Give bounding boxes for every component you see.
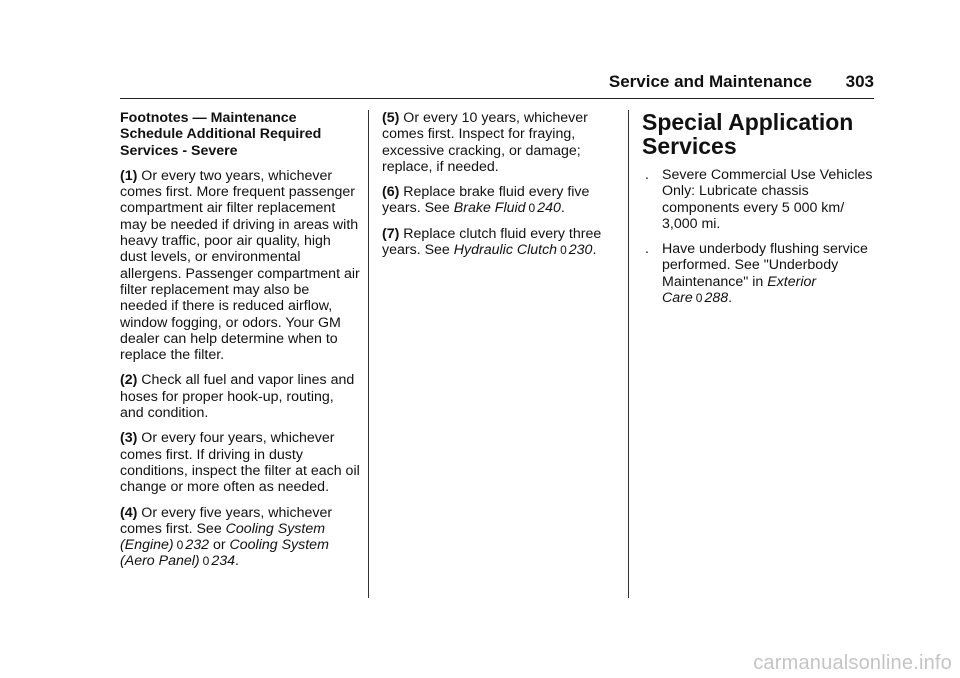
footnote-number: (4)	[120, 504, 138, 521]
footnote-text: Replace clutch fluid every three years. See	[382, 225, 602, 259]
bullet-icon: .	[645, 241, 649, 258]
footnote-number: (6)	[382, 184, 400, 201]
page-number: 303	[845, 72, 874, 91]
column-divider	[628, 110, 629, 598]
cross-reference-link[interactable]: Hydraulic Clutch	[453, 242, 558, 259]
cross-reference-link[interactable]: Brake Fluid	[453, 200, 526, 217]
footnote-number: (5)	[382, 110, 400, 126]
footnote-number: (3)	[120, 430, 138, 447]
footnote-5	[382, 110, 618, 175]
sentence-end: .	[560, 200, 565, 217]
watermark-text: carmanualsonline.info	[753, 652, 952, 674]
footnotes-heading: Footnotes — Maintenance Schedule Additional Required Services - Severe	[120, 110, 322, 159]
column-left	[120, 110, 360, 579]
footnote-2	[120, 372, 360, 421]
page-ref-arrow-icon: 0	[202, 554, 210, 569]
bullet-icon: .	[645, 167, 649, 183]
page-reference[interactable]: 234	[211, 553, 236, 570]
cross-reference-link[interactable]: Exterior Care	[662, 273, 817, 307]
sentence-end: .	[592, 242, 597, 259]
footnote-7	[382, 226, 618, 259]
column-middle	[382, 110, 618, 267]
footnote-number: (2)	[120, 372, 138, 389]
page-ref-arrow-icon: 0	[528, 201, 536, 216]
cross-reference-link[interactable]: Cooling System (Aero Panel)	[120, 537, 329, 570]
footnote-text: Check all fuel and vapor lines and hoses for proper hook-up, routing, and condition.	[120, 372, 355, 422]
section-heading: Special Application Services	[642, 109, 854, 159]
page-reference[interactable]: 232	[185, 537, 209, 554]
sentence-end: .	[235, 553, 239, 570]
footnote-text: Or every two years, whichever comes first. More frequent passenger compartment air filter replacement may be needed if driving in areas with heavy traffic, poor air quality, high dust levels, or environmental allergens. Passenger compartment air filter replacement may also be needed if there is reduced airflow, window fogging, or odors. Your GM dealer can help determine when to replace the filter.	[120, 167, 360, 364]
page-ref-arrow-icon: 0	[560, 243, 567, 258]
column-divider	[368, 110, 369, 598]
footnote-1	[120, 168, 360, 364]
page-reference[interactable]: 288	[704, 290, 729, 307]
list-item	[642, 241, 877, 306]
page-ref-arrow-icon: 0	[176, 538, 184, 553]
footnote-number: (7)	[382, 225, 400, 242]
footnote-text: Replace brake fluid every five years. See	[382, 184, 590, 217]
conjunction-text: or	[212, 537, 226, 554]
sentence-end: .	[728, 290, 733, 307]
section-title: Service and Maintenance	[608, 72, 812, 91]
page-reference[interactable]: 240	[537, 200, 561, 217]
footnote-number: (1)	[120, 167, 138, 184]
list-item-text: Have underbody flushing service performed. See "Underbody Maintenance" in	[662, 241, 868, 290]
cross-reference-link[interactable]: Cooling System (Engine)	[120, 520, 326, 554]
column-right	[642, 110, 877, 315]
page-ref-arrow-icon: 0	[695, 291, 703, 306]
list-item-text: Severe Commercial Use Vehicles Only: Lubricate chassis components every 5 000 km/ 3,000 mi.	[662, 167, 873, 232]
footnote-4	[120, 505, 360, 570]
list-item	[642, 167, 877, 232]
footnote-6	[382, 184, 618, 217]
footnote-text: Or every 10 years, whichever comes first. Inspect for fraying, excessive cracking, or damage; replace, if needed.	[382, 110, 588, 175]
footnote-text: Or every five years, whichever comes first. See	[120, 504, 333, 537]
footnote-3	[120, 430, 360, 495]
page-reference[interactable]: 230	[568, 242, 593, 259]
footnote-text: Or every four years, whichever comes first. If driving in dusty conditions, inspect the filter at each oil change or more often as needed.	[120, 430, 360, 496]
page-header	[120, 70, 874, 99]
